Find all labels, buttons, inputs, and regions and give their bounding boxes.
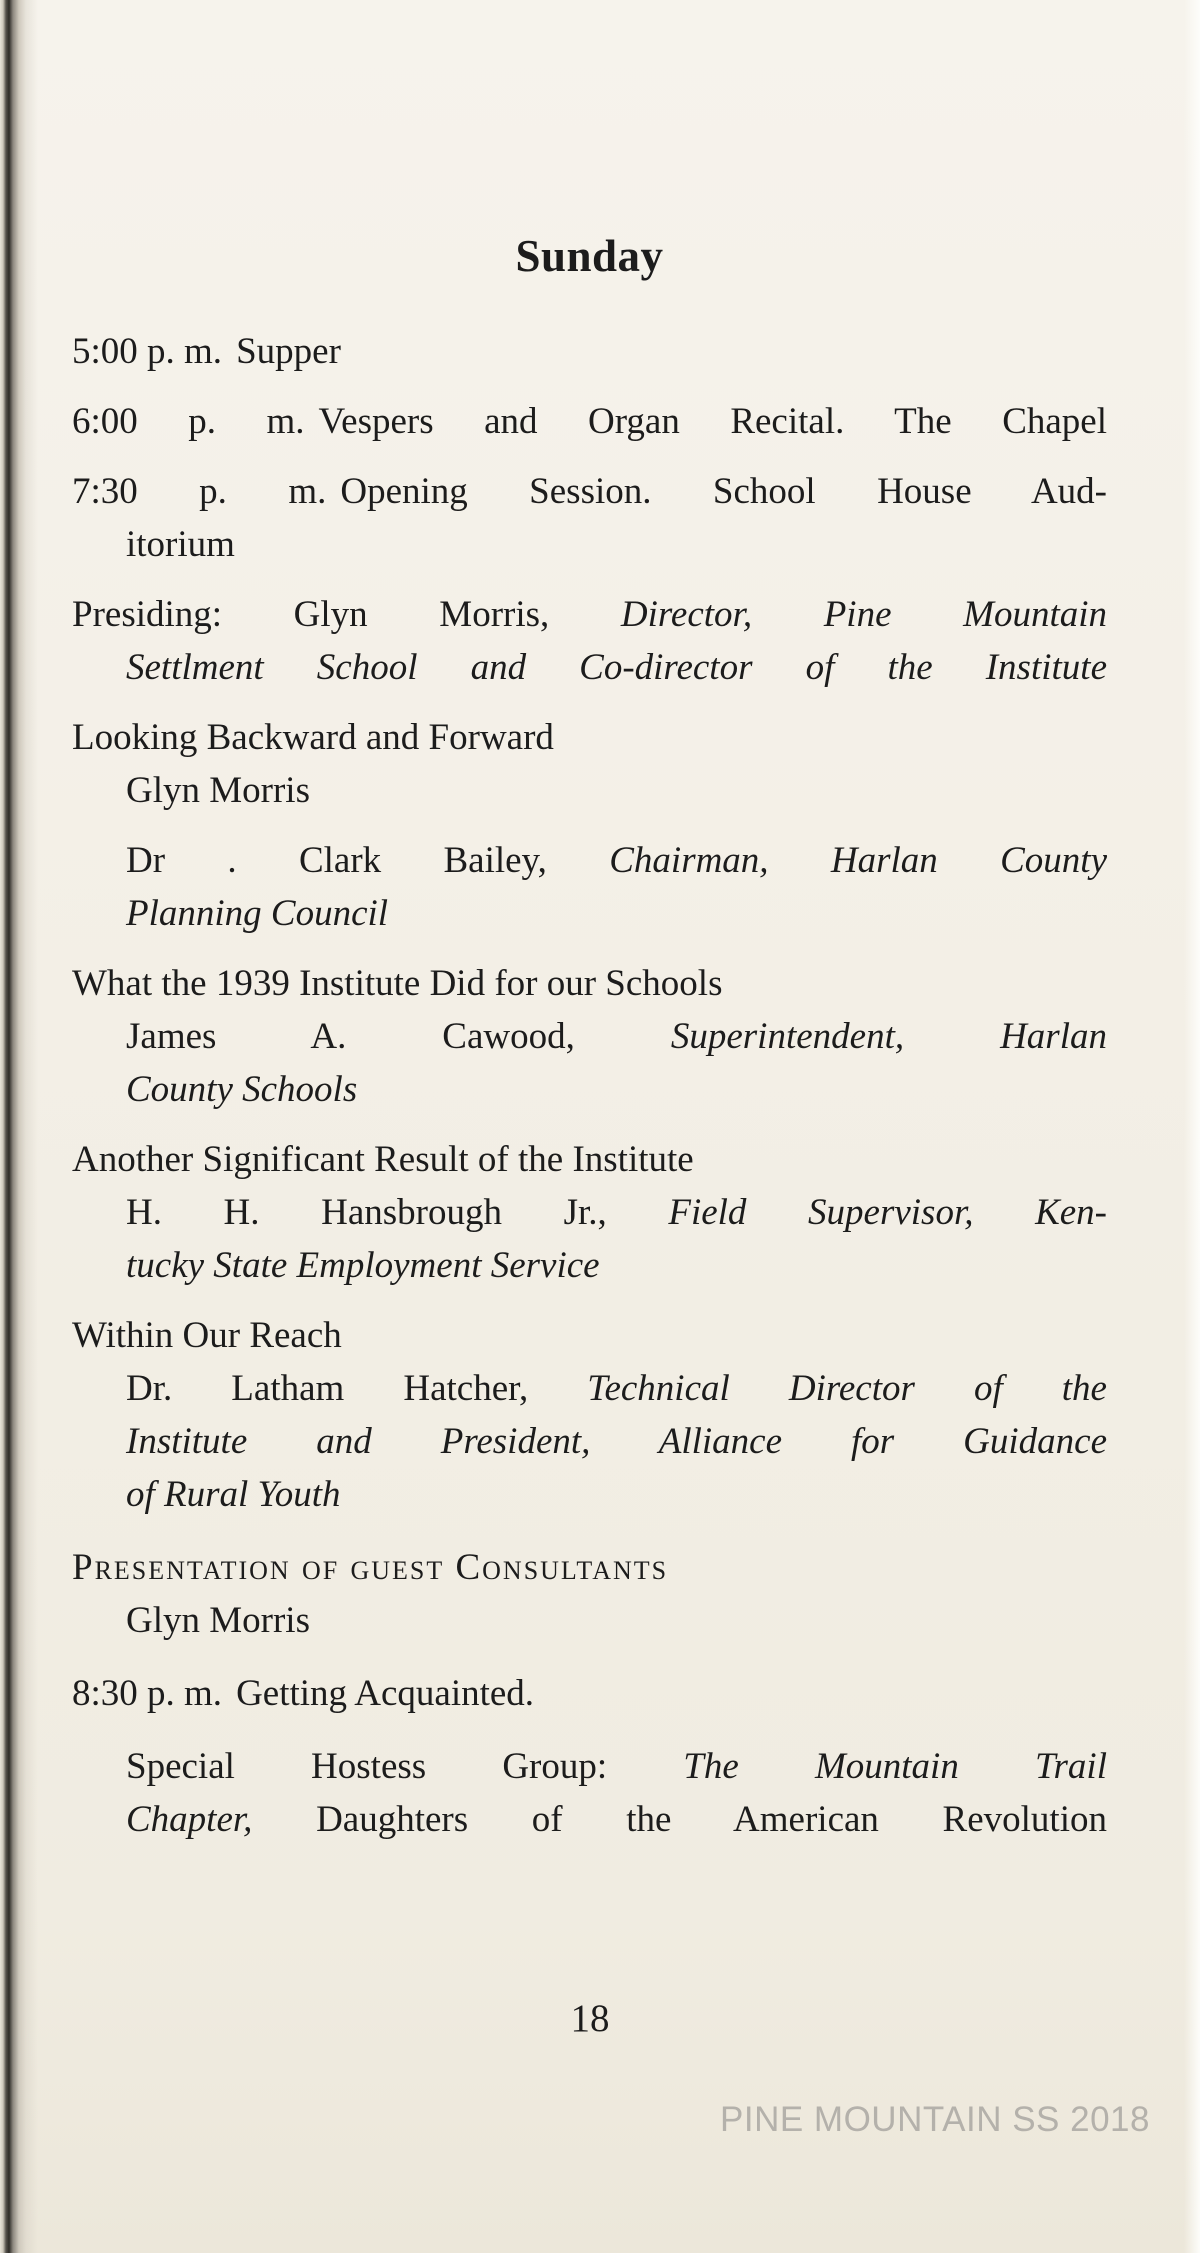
special-hostess-group xyxy=(72,1740,1107,1846)
text-segment-roman: Glyn Morris xyxy=(126,770,310,811)
text-line xyxy=(72,1010,1107,1063)
text-segment-roman: Opening Session. School House Aud- xyxy=(340,471,1108,512)
text-segment-roman: Supper xyxy=(236,331,341,372)
text-line xyxy=(72,1740,1107,1793)
text-line xyxy=(72,1667,1107,1720)
topic-looking-backward xyxy=(72,711,1107,817)
text-segment-roman: Glyn Morris xyxy=(126,1600,310,1641)
text-segment-italic: Chairman, Harlan County xyxy=(609,840,1107,881)
text-line xyxy=(72,1594,1107,1647)
text-segment-roman: Daughters of the American Revolution xyxy=(252,1799,1107,1840)
text-segment-italic: Field Supervisor, Ken- xyxy=(668,1192,1107,1233)
page-content xyxy=(72,230,1107,1863)
text-segment-roman: Getting Acquainted. xyxy=(236,1673,535,1714)
text-line xyxy=(72,641,1107,694)
text-segment-italic: tucky State Employment Service xyxy=(126,1245,600,1286)
text-segment-italic: Director, Pine Mountain xyxy=(620,594,1108,635)
text-line xyxy=(72,465,1107,518)
text-line xyxy=(72,1541,1107,1594)
text-line xyxy=(72,764,1107,817)
text-line xyxy=(72,588,1107,641)
text-segment-roman: Dr. Latham Hatcher, xyxy=(126,1368,588,1409)
text-line xyxy=(72,834,1107,887)
text-segment-roman: Looking Backward and Forward xyxy=(72,717,554,758)
text-segment-italic: Chapter, xyxy=(126,1799,253,1840)
text-segment-time: 6:00 p. m. xyxy=(72,401,305,442)
heading-presentation-consultants xyxy=(72,1541,1107,1647)
text-segment-italic: Settlment School and Co-director of the Institute xyxy=(126,647,1107,688)
text-line xyxy=(72,1415,1107,1468)
text-segment-roman: itorium xyxy=(126,524,235,565)
speaker-clark-bailey xyxy=(72,834,1107,940)
text-line xyxy=(72,1793,1107,1846)
text-line xyxy=(72,1468,1107,1521)
text-line xyxy=(72,518,1107,571)
text-line xyxy=(72,1239,1107,1292)
text-segment-roman: Within Our Reach xyxy=(72,1315,342,1356)
topic-1939-institute xyxy=(72,957,1107,1116)
text-line xyxy=(72,395,1107,448)
text-segment-italic: of Rural Youth xyxy=(126,1474,341,1515)
text-segment-smallcaps: Presentation of guest Consultants xyxy=(72,1547,669,1588)
text-segment-italic: Technical Director of the xyxy=(587,1368,1107,1409)
text-segment-roman: Vespers and Organ Recital. The Chapel xyxy=(318,401,1107,442)
text-segment-italic: Planning Council xyxy=(126,893,389,934)
presiding xyxy=(72,588,1107,694)
text-segment-time: 8:30 p. m. xyxy=(72,1673,223,1714)
text-segment-italic: County Schools xyxy=(126,1069,358,1110)
text-segment-roman: What the 1939 Institute Did for our Schools xyxy=(72,963,723,1004)
text-segment-italic: Superintendent, Harlan xyxy=(670,1016,1107,1057)
text-segment-roman: Another Significant Result of the Institute xyxy=(72,1139,694,1180)
topic-within-our-reach xyxy=(72,1309,1107,1521)
entry-supper xyxy=(72,325,1107,378)
text-line xyxy=(72,1063,1107,1116)
entry-opening-session xyxy=(72,465,1107,571)
page-number: 18 xyxy=(570,1997,610,2040)
text-line xyxy=(72,325,1107,378)
entry-getting-acquainted xyxy=(72,1667,1107,1720)
text-line xyxy=(72,1186,1107,1239)
text-line xyxy=(72,1133,1107,1186)
text-segment-time: 7:30 p. m. xyxy=(72,471,327,512)
page-title: Sunday xyxy=(515,231,664,281)
topic-another-result xyxy=(72,1133,1107,1292)
text-segment-italic: The Mountain Trail xyxy=(683,1746,1107,1787)
text-segment-roman: James A. Cawood, xyxy=(126,1016,671,1057)
watermark-text: PINE MOUNTAIN SS 2018 xyxy=(720,2100,1150,2139)
text-segment-roman: Dr . Clark Bailey, xyxy=(126,840,610,881)
text-segment-roman: Presiding: Glyn Morris, xyxy=(72,594,621,635)
text-segment-italic: Institute and President, Alliance for Guidance xyxy=(126,1421,1107,1462)
text-segment-roman: H. H. Hansbrough Jr., xyxy=(126,1192,669,1233)
text-line xyxy=(72,1362,1107,1415)
text-segment-roman: Special Hostess Group: xyxy=(126,1746,684,1787)
text-line xyxy=(72,1309,1107,1362)
text-segment-time: 5:00 p. m. xyxy=(72,331,223,372)
text-line xyxy=(72,887,1107,940)
text-line xyxy=(72,711,1107,764)
entry-vespers xyxy=(72,395,1107,448)
text-line xyxy=(72,957,1107,1010)
